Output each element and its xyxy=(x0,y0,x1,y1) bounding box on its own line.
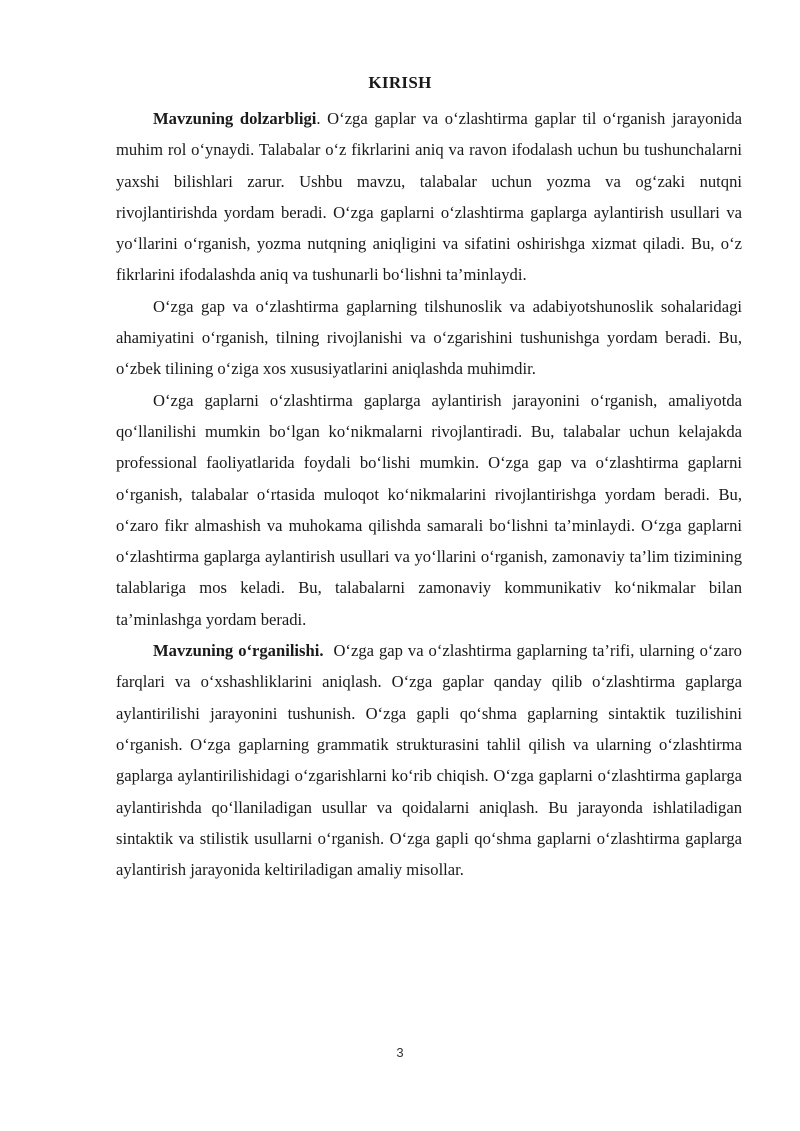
paragraph-text: O‘zga gap va o‘zlashtirma gaplarning tilshunoslik va adabiyotshunoslik sohalaridagi ahamiyatini o‘rganish, tilning rivojlanishi va o‘zgarishini tushunishga yordam beradi. Bu, o‘zbek tilining o‘ziga xos xususiyatlarini aniqlashda muhimdir. xyxy=(116,296,742,379)
paragraph-text: . O‘zga gaplar va o‘zlashtirma gaplar til o‘rganish jarayonida muhim rol o‘ynaydi. Talabalar o‘z fikrlarini aniq va ravon ifodalash uchun bu tushunchalarni yaxshi bilishlari zarur. Ushbu mavzu, talabalar uchun yozma va og‘zaki nutqni rivojlantirishda yordam beradi. O‘zga gaplarni o‘zlashtirma gaplarga aylantirish usullari va yo‘llarini o‘rganish, yozma nutqning aniqligini va sifatini oshirishga xizmat qiladi. Bu, o‘z fikrlarini ifodalashda aniq va tushunarli bo‘lishni ta’minlaydi. xyxy=(116,109,742,285)
paragraph-lead: Mavzuning dolzarbligi xyxy=(153,109,317,128)
body-text xyxy=(116,103,747,885)
paragraph-relevance xyxy=(116,103,742,291)
paragraph-lead: Mavzuning o‘rganilishi. xyxy=(153,641,324,661)
paragraph-practice xyxy=(116,385,742,635)
paragraph-study xyxy=(116,635,747,885)
paragraph-text: O‘zga gaplarni o‘zlashtirma gaplarga aylantirish jarayonini o‘rganish, amaliyotda qo‘llanilishi mumkin bo‘lgan ko‘nikmalarni rivojlantiradi. Bu, talabalar uchun kelajakda professional faoliyatlarida foydali bo‘lishi mumkin. O‘zga gap va o‘zlashtirma gaplarni o‘rganish, talabalar o‘rtasida muloqot ko‘nikmalarini rivojlantirishga yordam beradi. Bu, o‘zaro fikr almashish va muhokama qilishda samarali bo‘lishni ta’minlaydi. O‘zga gaplarni o‘zlashtirma gaplarga aylantirish usullari va yo‘llarini o‘rganish, zamonaviy ta’lim tizimining talablariga mos keladi. Bu, talabalarni zamonaviy kommunikativ ko‘nikmalar bilan ta’minlashga yordam beradi. xyxy=(116,390,742,629)
paragraph-text: O‘zga gap va o‘zlashtirma gaplarning ta’rifi, ularning o‘zaro farqlari va o‘xshashliklarini aniqlash. O‘zga gaplar qanday qilib o‘zlashtirma gaplarga aylantirilishi jarayonini tushunish. O‘zga gapli qo‘shma gaplarning sintaktik tuzilishini o‘rganish. O‘zga gaplarning grammatik strukturasini tahlil qilish va ularning o‘zlashtirma gaplarga aylantirilishidagi o‘zgarishlarni ko‘rib chiqish. O‘zga gaplarni o‘zlashtirma gaplarga aylantirishda qo‘llaniladigan usullar va qoidalarni aniqlash. Bu jarayonda ishlatiladigan sintaktik va stilistik usullarni o‘rganish. O‘zga gapli qo‘shma gaplarni o‘zlashtirma gaplarga aylantirish jarayonida keltiriladigan amaliy misollar. xyxy=(116,641,747,880)
paragraph-significance xyxy=(116,291,742,385)
page-number: 3 xyxy=(396,1045,404,1060)
section-heading: KIRISH xyxy=(368,73,432,92)
